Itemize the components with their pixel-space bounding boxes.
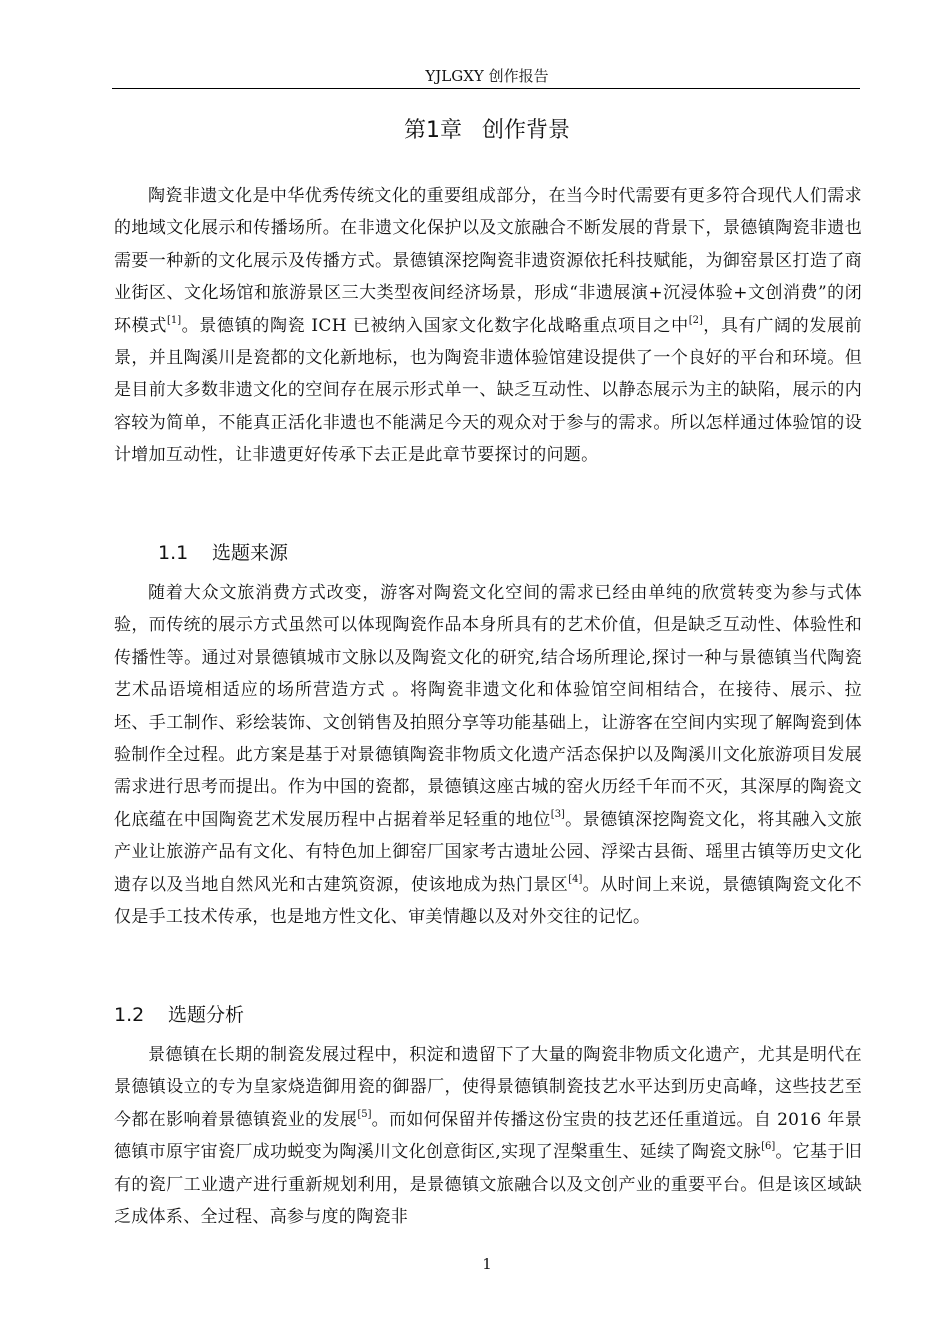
text-run: 。景德镇的陶瓷 ICH 已被纳入国家文化数字化战略重点项目之中 xyxy=(181,315,689,336)
text-run: 。而如何保留并传播这份宝贵的技艺还任重道远。自 2016 年景德镇市原宇宙瓷厂成功蜕变为陶溪川文化创意街区,实现了涅槃重生、延续了陶瓷文脉 xyxy=(114,1109,862,1163)
chapter-name: 创作背景 xyxy=(481,118,570,143)
text-run: 。它基于旧有的瓷厂工业遗产进行重新规划利用，是景德镇文旅融合以及文创产业的重要平台。但是该区域缺乏成体系、全过程、高参与度的陶瓷非 xyxy=(114,1142,862,1228)
text-run: ，具有广阔的发展前景，并且陶溪川是瓷都的文化新地标，也为陶瓷非遗体验馆建设提供了一个良好的平台和环境。但是目前大多数非遗文化的空间存在展示形式单一、缺乏互动性、以静态展示为主的缺陷，展示的内容较为简单，不能真正活化非遗也不能满足今天的观众对于参与的需求。所以怎样通过体验馆的设计增加互动性，让非遗更好传承下去正是此章节要探讨的问题。 xyxy=(114,315,863,466)
text-run: 景德镇在长期的制瓷发展过程中，积淀和遗留下了大量的陶瓷非物质文化遗产，尤其是明代在景德镇设立的专为皇家烧造御用瓷的御器厂，使得景德镇制瓷技艺水平达到历史高峰，这些技艺至今都在影响着景德镇瓷业的发展 xyxy=(114,1045,862,1130)
section-title: 选题分析 xyxy=(168,1004,245,1026)
citation-6: [6] xyxy=(761,1141,776,1153)
text-run: 。景德镇深挖陶瓷文化，将其融入文旅产业让旅游产品有文化、有特色加上御窑厂国家考古遗址公园、浮梁古县衙、瑶里古镇等历史文化遗存以及当地自然风光和古建筑资源，使该地成为热门景区 xyxy=(114,809,862,895)
section-number: 1.1 xyxy=(158,542,189,564)
citation-3: [3] xyxy=(550,808,565,820)
text-run: 陶瓷非遗文化是中华优秀传统文化的重要组成部分，在当今时代需要有更多符合现代人们需求的地域文化展示和传播场所。在非遗文化保护以及文旅融合不断发展的背景下，景德镇陶瓷非遗也需要一种新的文化展示及传播方式。景德镇深挖陶瓷非遗资源依托科技赋能，为御窑景区打造了商业街区、文化场馆和旅游景区三大类型夜间经济场景，形成“非遗展演+沉浸体验+文创消费”的闭环模式 xyxy=(114,186,862,336)
intro-paragraph xyxy=(114,180,862,472)
chapter-title xyxy=(114,116,860,146)
text-run: 随着大众文旅消费方式改变，游客对陶瓷文化空间的需求已经由单纯的欣赏转变为参与式体验，而传统的展示方式虽然可以体现陶瓷作品本身所具有的艺术价值，但是缺乏互动性、体验性和传播性等。通过对景德镇城市文脉以及陶瓷文化的研究,结合场所理论,探讨一种与景德镇当代陶瓷艺术品语境相适应的场所营造方式 。将陶瓷非遗文化和体验馆空间相结合，在接待、展示、拉坯、手工制作、彩绘装饰、文创销售及拍照分享等功能基础上，让游客在空间内实现了解陶瓷到体验制作全过程。此方案是基于对景德镇陶瓷非物质文化遗产活态保护以及陶溪川文化旅游项目发展需求进行思考而提出。作为中国的瓷都，景德镇这座古城的窑火历经千年而不灭，其深厚的陶瓷文化底蕴在中国陶瓷艺术发展历程中占据着举足轻重的地位 xyxy=(114,583,862,830)
section-title: 选题来源 xyxy=(212,542,289,564)
chapter-number: 第1章 xyxy=(403,118,462,143)
section-1-1-paragraph xyxy=(114,577,862,933)
running-header: YJLGXY 创作报告 xyxy=(425,67,549,85)
citation-4: [4] xyxy=(568,873,583,885)
header-rule xyxy=(112,88,860,89)
text-run: 。从时间上来说，景德镇陶瓷文化不仅是手工技术传承，也是地方性文化、审美情趣以及对外交往的记忆。 xyxy=(114,874,862,928)
section-heading-1-2 xyxy=(114,1001,244,1029)
citation-5: [5] xyxy=(357,1108,372,1120)
citation-2: [2] xyxy=(688,314,703,326)
section-heading-1-1 xyxy=(158,539,288,567)
section-number: 1.2 xyxy=(114,1004,145,1026)
section-1-2-paragraph xyxy=(114,1039,862,1233)
page-number: 1 xyxy=(482,1255,492,1273)
citation-1: [1] xyxy=(167,314,182,326)
